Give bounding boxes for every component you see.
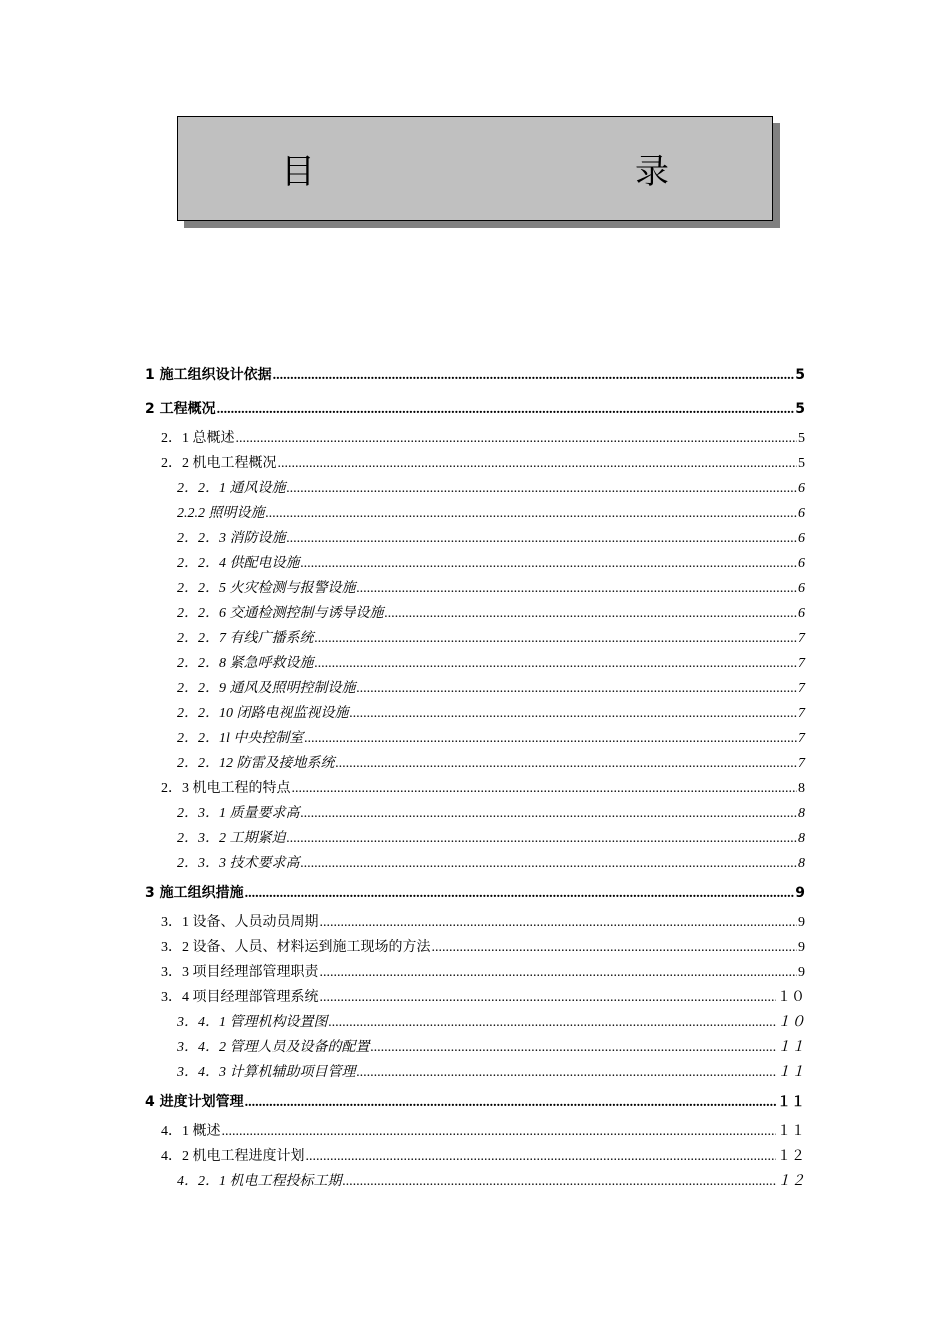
toc-entry-label: 3．4．1 管理机构设置图 bbox=[177, 1015, 328, 1030]
toc-entry-label: 2．2．9 通风及照明控制设施 bbox=[177, 681, 356, 696]
toc-entry[interactable] bbox=[145, 501, 805, 526]
toc-entry[interactable] bbox=[145, 985, 805, 1010]
toc-dot-leader bbox=[357, 576, 798, 601]
toc-entry-label: 2．2．6 交通检测控制与诱导设施 bbox=[177, 606, 384, 621]
toc-entry-label: 3．2 设备、人员、材料运到施工现场的方法 bbox=[161, 940, 431, 955]
toc-entry-label: 2．2．3 消防设施 bbox=[177, 531, 286, 546]
toc-entry-page-number: 7 bbox=[798, 681, 805, 696]
toc-entry-label: 2．3 机电工程的特点 bbox=[161, 781, 291, 796]
toc-entry-page-number: １２ bbox=[777, 1174, 805, 1189]
toc-entry-label: 3．4．3 计算机辅助项目管理 bbox=[177, 1065, 356, 1080]
toc-dot-leader bbox=[236, 426, 798, 451]
toc-dot-leader bbox=[315, 651, 798, 676]
toc-dot-leader bbox=[343, 1169, 777, 1194]
toc-entry[interactable] bbox=[145, 1169, 805, 1194]
toc-dot-leader bbox=[432, 935, 798, 960]
toc-entry[interactable] bbox=[145, 876, 805, 910]
toc-dot-leader bbox=[306, 1144, 777, 1169]
toc-entry[interactable] bbox=[145, 776, 805, 801]
toc-entry-label: 2．2．7 有线广播系统 bbox=[177, 631, 314, 646]
toc-dot-leader bbox=[292, 776, 798, 801]
toc-entry-page-number: 6 bbox=[798, 556, 805, 571]
toc-entry[interactable] bbox=[145, 392, 805, 426]
toc-entry-page-number: 6 bbox=[798, 581, 805, 596]
toc-entry-label: 2．3．3 技术要求高 bbox=[177, 856, 300, 871]
toc-entry-label: 2．2 机电工程概况 bbox=[161, 456, 277, 471]
toc-entry-label: 2．2．10 闭路电视监视设施 bbox=[177, 706, 349, 721]
toc-dot-leader bbox=[278, 451, 798, 476]
toc-entry-page-number: 8 bbox=[798, 806, 805, 821]
toc-entry-label: 2．2．1 通风设施 bbox=[177, 481, 286, 496]
toc-entry-page-number: 7 bbox=[798, 756, 805, 771]
toc-entry-page-number: １１ bbox=[777, 1094, 805, 1110]
toc-dot-leader bbox=[350, 701, 798, 726]
toc-entry[interactable] bbox=[145, 451, 805, 476]
toc-entry-page-number: １０ bbox=[777, 1015, 805, 1030]
toc-entry-label: 2．2．12 防雷及接地系统 bbox=[177, 756, 335, 771]
toc-entry-label: 4．2 机电工程进度计划 bbox=[161, 1149, 305, 1164]
toc-entry[interactable] bbox=[145, 826, 805, 851]
toc-entry[interactable] bbox=[145, 851, 805, 876]
toc-dot-leader bbox=[320, 960, 798, 985]
toc-entry-page-number: 5 bbox=[795, 401, 805, 417]
toc-entry-page-number: 5 bbox=[795, 367, 805, 383]
toc-entry-page-number: 6 bbox=[798, 531, 805, 546]
toc-entry[interactable] bbox=[145, 601, 805, 626]
toc-entry-page-number: 7 bbox=[798, 656, 805, 671]
toc-title: 目 录 bbox=[281, 152, 753, 192]
toc-title-box bbox=[177, 116, 773, 221]
toc-entry-page-number: 7 bbox=[798, 631, 805, 646]
toc-dot-leader bbox=[266, 501, 798, 526]
toc-entry[interactable] bbox=[145, 1035, 805, 1060]
toc-entry[interactable] bbox=[145, 551, 805, 576]
toc-entry-page-number: 7 bbox=[798, 731, 805, 746]
toc-entry-page-number: 8 bbox=[798, 781, 805, 796]
toc-entry-page-number: 6 bbox=[798, 481, 805, 496]
toc-entry-page-number: １１ bbox=[777, 1040, 805, 1055]
toc-dot-leader bbox=[329, 1010, 777, 1035]
toc-entry[interactable] bbox=[145, 751, 805, 776]
toc-entry[interactable] bbox=[145, 676, 805, 701]
toc-entry[interactable] bbox=[145, 1119, 805, 1144]
toc-entry[interactable] bbox=[145, 1010, 805, 1035]
toc-entry-label: 3 施工组织措施 bbox=[145, 885, 244, 901]
toc-entry[interactable] bbox=[145, 701, 805, 726]
toc-dot-leader bbox=[336, 751, 798, 776]
toc-entry-label: 4．2．1 机电工程投标工期 bbox=[177, 1174, 342, 1189]
toc-entry-label: 4 进度计划管理 bbox=[145, 1094, 244, 1110]
toc-entry-page-number: 5 bbox=[798, 456, 805, 471]
toc-dot-leader bbox=[357, 1060, 777, 1085]
toc-entry-label: 2．2．8 紧急呼救设施 bbox=[177, 656, 314, 671]
toc-entry-page-number: 9 bbox=[798, 940, 805, 955]
toc-entry[interactable] bbox=[145, 960, 805, 985]
toc-entry[interactable] bbox=[145, 935, 805, 960]
toc-entry[interactable] bbox=[145, 1144, 805, 1169]
toc-entry[interactable] bbox=[145, 426, 805, 451]
toc-entry-page-number: 8 bbox=[798, 856, 805, 871]
toc-entry-page-number: 9 bbox=[798, 965, 805, 980]
toc-dot-leader bbox=[301, 801, 798, 826]
toc-dot-leader bbox=[245, 1085, 776, 1120]
toc-entry[interactable] bbox=[145, 576, 805, 601]
toc-entry-label: 2．3．2 工期紧迫 bbox=[177, 831, 286, 846]
toc-dot-leader bbox=[287, 826, 798, 851]
toc-entry-label: 2 工程概况 bbox=[145, 401, 216, 417]
toc-dot-leader bbox=[371, 1035, 777, 1060]
toc-entry-page-number: １０ bbox=[777, 990, 805, 1005]
toc-entry-page-number: 9 bbox=[795, 885, 805, 901]
toc-entry[interactable] bbox=[145, 1085, 805, 1119]
toc-entry-label: 2．2．5 火灾检测与报警设施 bbox=[177, 581, 356, 596]
toc-dot-leader bbox=[301, 551, 798, 576]
toc-entry[interactable] bbox=[145, 651, 805, 676]
table-of-contents bbox=[145, 358, 805, 1194]
toc-entry[interactable] bbox=[145, 476, 805, 501]
toc-entry-page-number: 8 bbox=[798, 831, 805, 846]
toc-entry[interactable] bbox=[145, 801, 805, 826]
toc-dot-leader bbox=[385, 601, 798, 626]
toc-entry[interactable] bbox=[145, 358, 805, 392]
toc-entry-page-number: 6 bbox=[798, 606, 805, 621]
toc-dot-leader bbox=[273, 358, 795, 393]
toc-entry[interactable] bbox=[145, 526, 805, 551]
toc-entry-label: 2．3．1 质量要求高 bbox=[177, 806, 300, 821]
toc-entry-page-number: 6 bbox=[798, 506, 805, 521]
toc-entry-label: 1 施工组织设计依据 bbox=[145, 367, 272, 383]
toc-dot-leader bbox=[357, 676, 798, 701]
toc-entry-page-number: 5 bbox=[798, 431, 805, 446]
toc-dot-leader bbox=[217, 392, 795, 427]
toc-entry-page-number: １１ bbox=[777, 1124, 805, 1139]
toc-entry-label: 4．1 概述 bbox=[161, 1124, 221, 1139]
toc-entry-label: 3．1 设备、人员动员周期 bbox=[161, 915, 319, 930]
toc-entry[interactable] bbox=[145, 726, 805, 751]
toc-entry-label: 2．2．1l 中央控制室 bbox=[177, 731, 304, 746]
toc-dot-leader bbox=[287, 476, 798, 501]
toc-entry-label: 3．3 项目经理部管理职责 bbox=[161, 965, 319, 980]
toc-dot-leader bbox=[315, 626, 798, 651]
toc-entry-page-number: １２ bbox=[777, 1149, 805, 1164]
toc-entry-page-number: 7 bbox=[798, 706, 805, 721]
toc-dot-leader bbox=[320, 985, 777, 1010]
toc-entry-label: 2．1 总概述 bbox=[161, 431, 235, 446]
toc-dot-leader bbox=[222, 1119, 777, 1144]
toc-dot-leader bbox=[245, 876, 795, 911]
toc-dot-leader bbox=[287, 526, 798, 551]
toc-entry-label: 3．4 项目经理部管理系统 bbox=[161, 990, 319, 1005]
toc-dot-leader bbox=[304, 726, 797, 751]
toc-entry[interactable] bbox=[145, 1060, 805, 1085]
toc-entry[interactable] bbox=[145, 910, 805, 935]
toc-dot-leader bbox=[301, 851, 798, 876]
toc-entry-page-number: １１ bbox=[777, 1065, 805, 1080]
toc-entry[interactable] bbox=[145, 626, 805, 651]
toc-dot-leader bbox=[320, 910, 798, 935]
toc-entry-label: 2．2．4 供配电设施 bbox=[177, 556, 300, 571]
toc-entry-label: 2.2.2 照明设施 bbox=[177, 506, 265, 521]
toc-entry-page-number: 9 bbox=[798, 915, 805, 930]
toc-entry-label: 3．4．2 管理人员及设备的配置 bbox=[177, 1040, 370, 1055]
